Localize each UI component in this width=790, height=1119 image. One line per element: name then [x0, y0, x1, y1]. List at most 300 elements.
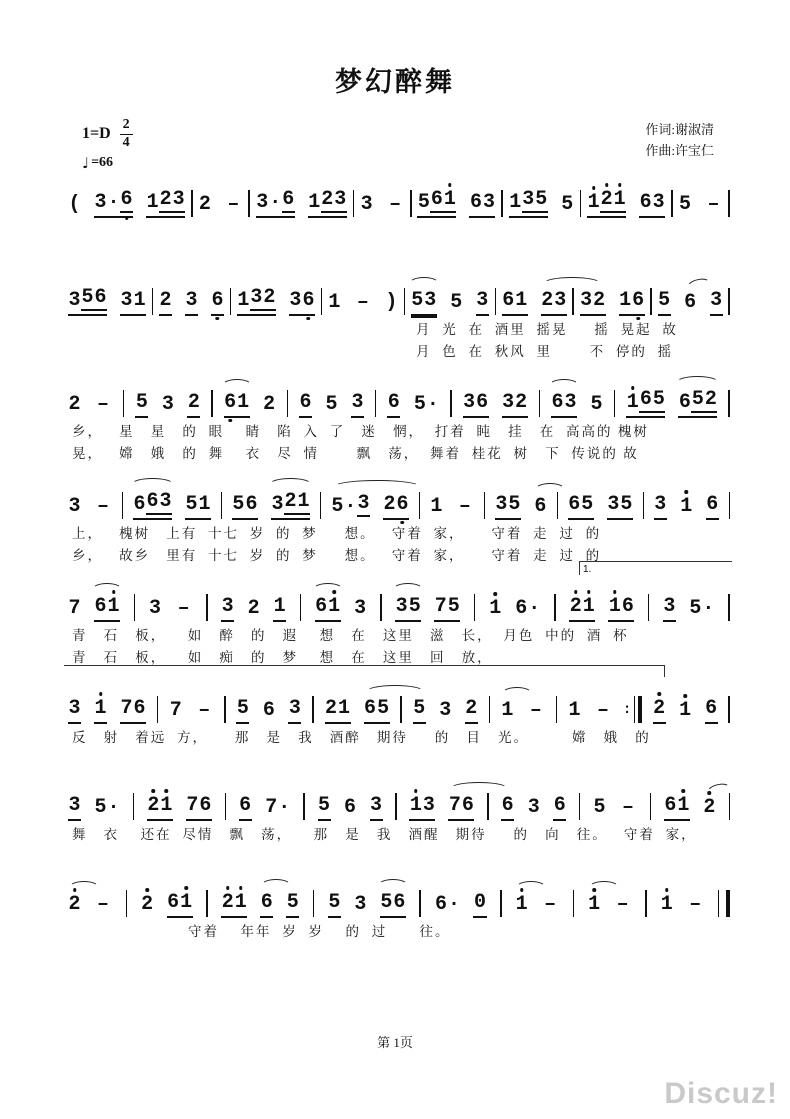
measure — [328, 893, 406, 918]
barline — [224, 696, 226, 723]
key-signature — [82, 118, 133, 151]
note-char: 6 — [639, 388, 652, 411]
measure — [315, 597, 367, 622]
note-group — [195, 701, 213, 724]
note-char: 3 — [185, 289, 198, 312]
note-char: 6 — [621, 595, 634, 618]
note-group — [289, 291, 315, 316]
barline — [648, 594, 650, 621]
barline — [500, 890, 502, 917]
measure — [68, 796, 120, 821]
note-char: 1 — [619, 289, 632, 312]
note-group — [224, 195, 242, 218]
barline — [728, 696, 730, 723]
measure — [221, 597, 286, 622]
note-char: 2 — [147, 796, 160, 816]
note-group — [619, 291, 645, 316]
note-char: 3 — [68, 289, 81, 312]
note-char: 6 — [299, 391, 312, 414]
note-char: 5 — [535, 188, 548, 211]
barline — [579, 793, 581, 820]
measure — [495, 495, 547, 520]
measure — [658, 291, 723, 316]
note-char: 1 — [509, 191, 522, 214]
note-group — [515, 599, 541, 622]
note-char: 7 — [186, 794, 199, 817]
note-char: · — [426, 393, 439, 416]
note-char: 2 — [653, 699, 666, 719]
note-char: 5 — [325, 393, 338, 416]
note-group — [489, 599, 502, 622]
note-group — [502, 393, 528, 418]
note-char: 5 — [652, 388, 665, 411]
note-char: – — [97, 495, 110, 518]
barline — [206, 594, 208, 621]
note-char: 1 — [133, 289, 146, 312]
note-char: 1 — [608, 597, 621, 617]
music-line — [68, 478, 730, 564]
note-char: 5 — [417, 191, 430, 214]
octave-dot-high — [239, 886, 243, 890]
note-char: 3 — [94, 191, 107, 214]
note-char: 5 — [380, 891, 393, 914]
music-line — [68, 376, 730, 462]
note-char: 3 — [120, 289, 133, 312]
note-char: 3 — [334, 188, 347, 211]
octave-dot-high — [682, 789, 686, 793]
note-group — [221, 597, 234, 622]
barline — [230, 288, 232, 315]
note-char: – — [227, 193, 240, 216]
barline — [303, 793, 305, 820]
note-group — [679, 701, 692, 724]
octave-dot-low — [228, 419, 232, 423]
note-char: 5 — [658, 289, 671, 312]
note-group — [541, 291, 567, 316]
notes-row — [68, 682, 730, 724]
note-group — [68, 395, 81, 418]
note-group — [705, 699, 718, 724]
note-char: 3 — [652, 191, 665, 214]
note-char: 6 — [315, 595, 328, 618]
note-char: 6 — [396, 495, 409, 515]
measure — [232, 492, 310, 520]
note-char: 5 — [689, 597, 702, 620]
lyrics-row: 反 射 着远 方， 那 是 我 酒醉 期待 的 目 光。 嫦 娥 的 — [72, 730, 651, 745]
note-group — [706, 495, 719, 520]
note-char: 6 — [387, 391, 400, 414]
note-group — [411, 291, 437, 316]
note-char: 6 — [476, 391, 489, 414]
barline — [206, 890, 208, 917]
barline — [419, 492, 421, 519]
note-group — [476, 291, 489, 316]
barline — [321, 288, 323, 315]
note-char: · — [269, 191, 282, 214]
note-group — [660, 895, 673, 918]
note-group — [94, 699, 107, 724]
note-char: 3 — [357, 492, 370, 515]
meter-numerator: 2 — [122, 117, 130, 132]
note-group — [434, 895, 460, 918]
barline — [312, 696, 314, 723]
note-char: 1 — [568, 699, 581, 722]
note-char: 6 — [146, 490, 159, 513]
note-group — [395, 597, 421, 622]
music-line — [68, 779, 730, 843]
note-char: 1 — [273, 595, 286, 618]
barline — [474, 594, 476, 621]
note-group — [541, 895, 559, 918]
note-group — [515, 895, 528, 918]
note-group — [608, 597, 634, 622]
note-group — [224, 393, 250, 418]
measure — [224, 393, 276, 418]
note-group — [553, 796, 566, 821]
note-group — [187, 393, 200, 418]
note-char: 1 — [660, 895, 673, 915]
measure — [411, 291, 489, 316]
measure — [580, 291, 645, 316]
note-char: 6 — [133, 697, 146, 720]
note-char: 1 — [626, 393, 639, 413]
note-group — [527, 798, 540, 821]
barline — [123, 390, 125, 417]
note-group — [236, 699, 249, 724]
measure — [489, 599, 541, 622]
note-group — [167, 893, 193, 918]
note-char: 3 — [564, 391, 577, 414]
barline — [573, 890, 575, 917]
note-char: 3 — [250, 286, 263, 309]
note-char: 6 — [302, 291, 315, 311]
note-group — [409, 796, 435, 821]
note-char: 1 — [677, 796, 690, 816]
note-group — [619, 798, 637, 821]
octave-dot-high — [184, 886, 188, 890]
measure — [551, 393, 603, 418]
note-group — [328, 293, 341, 316]
meter-denominator: 4 — [122, 135, 130, 151]
note-char: 3 — [68, 495, 81, 518]
note-char: 6 — [706, 493, 719, 516]
measure — [256, 190, 347, 218]
notes-row — [68, 176, 730, 218]
octave-dot-high — [618, 183, 622, 187]
note-group — [417, 190, 456, 218]
barline — [248, 190, 250, 217]
note-group — [654, 495, 667, 520]
note-char: 3 — [360, 193, 373, 216]
measure — [413, 699, 478, 724]
barline — [225, 793, 227, 820]
key-tempo-block — [82, 118, 133, 172]
note-char: 5 — [236, 697, 249, 720]
barline — [671, 190, 673, 217]
note-char: – — [616, 893, 629, 916]
note-group — [465, 699, 478, 724]
octave-dot-high — [587, 590, 591, 594]
note-group — [239, 796, 252, 821]
octave-dot-high — [414, 789, 418, 793]
measure — [568, 701, 612, 724]
note-group — [325, 699, 351, 724]
note-char: 3 — [395, 595, 408, 618]
barline-thick — [638, 696, 642, 723]
note-char: 5 — [81, 286, 94, 309]
note-group — [273, 597, 286, 622]
barline — [404, 288, 406, 315]
measure — [133, 492, 211, 520]
note-char: 6 — [260, 891, 273, 914]
note-char: 1 — [146, 191, 159, 214]
barline — [375, 390, 377, 417]
lyrics-row: 月 光 在 酒里 摇晃 摇 晃起 故 — [416, 322, 678, 337]
barline — [572, 288, 574, 315]
note-group — [94, 395, 112, 418]
note-char: – — [97, 893, 110, 916]
note-char: · — [447, 893, 460, 916]
note-group — [413, 699, 426, 724]
note-group — [614, 895, 632, 918]
note-char: · — [278, 796, 291, 819]
note-group — [141, 895, 154, 918]
octave-dot-low — [401, 521, 405, 525]
song-title: 梦幻醉舞 — [335, 67, 455, 97]
note-group — [94, 597, 120, 622]
barline — [650, 288, 652, 315]
measure — [664, 796, 716, 821]
note-char: 5 — [328, 891, 341, 914]
note-group — [680, 497, 693, 520]
note-char: · — [528, 597, 541, 620]
measure — [149, 599, 193, 622]
key-label: 1=D — [82, 125, 111, 143]
note-char: 1 — [107, 597, 120, 617]
measure — [568, 495, 633, 520]
lyrics-row: 舞 衣 还在 尽情 飘 荡， 那 是 我 酒醒 期待 的 向 往。 守着 家， — [72, 827, 697, 842]
note-group — [568, 701, 581, 724]
note-char: 7 — [169, 699, 182, 722]
barline — [211, 390, 213, 417]
measure — [299, 393, 364, 418]
barline — [133, 793, 135, 820]
note-group — [561, 195, 574, 218]
music-line — [68, 274, 730, 360]
octave-dot-high — [448, 183, 452, 187]
measure — [331, 494, 409, 520]
barline-thin — [634, 696, 636, 723]
note-char: 6 — [502, 289, 515, 312]
note-char: ( — [68, 193, 81, 216]
octave-dot-high — [145, 888, 149, 892]
note-char: 6 — [167, 891, 180, 914]
measure — [68, 597, 120, 622]
note-char: · — [702, 597, 715, 620]
octave-dot-high — [99, 692, 103, 696]
note-group — [146, 190, 185, 218]
measure — [569, 597, 634, 622]
note-char: 3 — [351, 391, 364, 414]
octave-dot-high — [665, 888, 669, 892]
barline — [134, 594, 136, 621]
note-char: 5 — [318, 794, 331, 817]
barline — [152, 288, 154, 315]
measure — [501, 796, 566, 821]
note-char: 3 — [256, 191, 269, 214]
note-char: 5 — [450, 291, 463, 314]
note-char: 3 — [607, 493, 620, 516]
note-char: 1 — [328, 291, 341, 314]
note-char: 1 — [180, 893, 193, 913]
note-char: 0 — [473, 891, 486, 914]
note-char: 6 — [133, 493, 146, 516]
measure — [653, 699, 718, 724]
measure — [660, 895, 704, 918]
barline — [191, 190, 193, 217]
barline — [157, 696, 159, 723]
final-barline — [718, 890, 730, 917]
note-group — [147, 796, 173, 821]
note-group — [286, 893, 299, 918]
credits-block — [645, 120, 714, 162]
volta-bracket — [579, 561, 732, 575]
barline — [450, 390, 452, 417]
barline — [554, 594, 556, 621]
note-group — [232, 495, 258, 520]
barline — [126, 890, 128, 917]
barline — [419, 890, 421, 917]
note-char: 2 — [321, 188, 334, 211]
note-char: – — [707, 193, 720, 216]
barline — [221, 492, 223, 519]
note-group — [463, 393, 489, 418]
music-line — [68, 876, 730, 940]
note-group — [450, 293, 463, 316]
measure — [147, 796, 212, 821]
measure — [501, 701, 545, 724]
note-group — [658, 291, 671, 316]
measure — [68, 895, 112, 918]
note-char: 1 — [588, 895, 601, 915]
lyrics-row: 晃， 嫦 娥 的 舞 衣 尽 情 飘 荡， 舞着 桂花 树 下 传说的 故 — [72, 446, 639, 461]
note-char: 3 — [476, 289, 489, 312]
note-group — [262, 701, 275, 724]
volta-bracket-continuation — [64, 665, 665, 677]
notes-row — [68, 274, 730, 316]
note-char: 3 — [495, 493, 508, 516]
measure — [169, 701, 213, 724]
lyrics-row: 月 色 在 秋风 里 不 停的 摇 — [416, 344, 674, 359]
composer-credit: 作曲:许宝仁 — [645, 142, 714, 158]
lyrics-row: 乡， 星 星 的 眼 睛 陷 入 了 迷 惘， 打着 盹 挂 在 高高的 槐树 — [72, 424, 649, 439]
note-group — [288, 699, 301, 724]
note-group — [703, 798, 716, 821]
note-group — [331, 494, 370, 520]
octave-dot-high — [605, 183, 609, 187]
note-char: 1 — [587, 193, 600, 213]
note-group — [607, 495, 633, 520]
note-char: 1 — [409, 796, 422, 816]
notes-row — [68, 478, 730, 520]
note-char: 3 — [172, 188, 185, 211]
measure — [593, 798, 637, 821]
note-char: 6 — [239, 794, 252, 817]
note-group — [94, 798, 120, 821]
note-char: 1 — [234, 893, 247, 913]
octave-dot-high — [493, 592, 497, 596]
note-char: 6 — [393, 891, 406, 914]
note-char: 1 — [328, 597, 341, 617]
note-char: 2 — [263, 393, 276, 416]
octave-dot-high — [592, 186, 596, 190]
note-char: 7 — [434, 595, 447, 618]
note-char: 5 — [620, 493, 633, 516]
octave-dot-high — [152, 789, 156, 793]
note-group — [704, 195, 722, 218]
note-char: 6 — [211, 291, 224, 311]
note-group — [469, 193, 495, 218]
note-char: 1 — [198, 493, 211, 516]
note-char: – — [177, 597, 190, 620]
note-group — [569, 597, 595, 622]
note-char: 7 — [120, 697, 133, 720]
note-group — [68, 699, 81, 724]
octave-dot-high — [657, 692, 661, 696]
note-group — [133, 492, 172, 520]
note-char: 7 — [448, 794, 461, 817]
note-group — [551, 393, 577, 418]
note-group — [328, 893, 341, 918]
octave-dot-high — [685, 490, 689, 494]
music-line — [68, 564, 730, 666]
measure — [239, 796, 291, 821]
note-group — [580, 291, 606, 316]
notes-row — [68, 376, 730, 418]
note-group — [439, 701, 452, 724]
note-group — [383, 495, 409, 520]
note-char: 3 — [502, 391, 515, 414]
barline — [643, 492, 645, 519]
note-group — [686, 895, 704, 918]
barline — [380, 594, 382, 621]
measure — [509, 190, 574, 218]
note-char: 1 — [489, 599, 502, 619]
barline — [645, 890, 647, 917]
note-char: 6 — [553, 794, 566, 817]
note-char: 5 — [185, 493, 198, 516]
note-group — [387, 393, 400, 418]
note-group — [678, 390, 717, 418]
note-char: 5 — [413, 393, 426, 416]
note-char: 2 — [68, 393, 81, 416]
time-signature — [120, 118, 133, 151]
note-group — [159, 291, 172, 316]
measure — [360, 195, 404, 218]
note-char: 2 — [68, 895, 81, 915]
note-char: 1 — [680, 497, 693, 517]
note-char: 1 — [679, 701, 692, 721]
note-char: 3 — [580, 289, 593, 312]
lyrics-row: 上， 槐树 上有 十七 岁 的 梦 想。 守着 家， 守着 走 过 的 — [72, 526, 602, 541]
note-char: – — [622, 796, 635, 819]
barline — [287, 390, 289, 417]
octave-dot-high — [520, 888, 524, 892]
note-group — [456, 497, 474, 520]
octave-dot-high — [613, 590, 617, 594]
note-char: 3 — [354, 893, 367, 916]
note-char: – — [389, 193, 402, 216]
